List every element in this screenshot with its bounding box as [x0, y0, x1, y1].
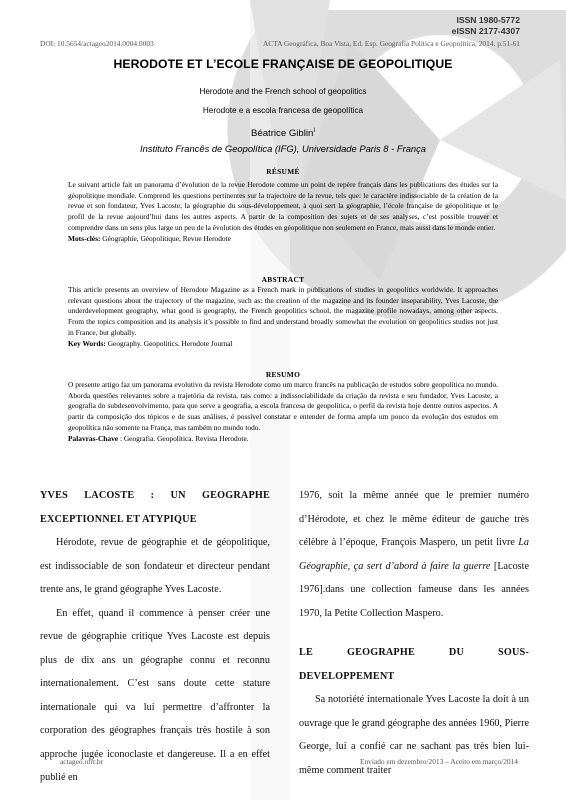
- section-heading-line2: DEVELOPPEMENT: [299, 670, 395, 682]
- resumo-keywords-value: : Geografia. Geopolítica. Revista Herodote.: [118, 433, 249, 443]
- book-title: La Géographie, ça sert d’abord à faire la guerre: [299, 537, 529, 572]
- journal-reference: ACTA Geográfica, Boa Vista, Ed. Esp. Geografia Política e Geopolítica, 2014. p.51-61: [262, 39, 520, 48]
- paragraph: [299, 484, 529, 625]
- section-heading-line2: EXCEPTIONNEL ET ATYPIQUE: [40, 513, 197, 525]
- section-heading-line1: YVES LACOSTE : UN GEOGRAPHE: [40, 490, 270, 501]
- issn: ISSN 1980-5772: [456, 15, 520, 25]
- author-affiliation: Instituto Francês de Geopolítica (IFG), Universidade Paris 8 - França: [139, 143, 427, 154]
- paragraph: Sa notoriété internationale Yves Lacoste la doit à un ouvrage que le grand géographe des années 1960, Pierre George, lui a confié car ne sachant pas très bien lui-même comment traiter: [299, 694, 529, 776]
- issn-block: [452, 15, 520, 37]
- eissn: eISSN 2177-4307: [451, 26, 520, 36]
- resumo-heading: RESUMO: [265, 370, 301, 379]
- article-title: HERODOTE ET L’ECOLE FRANÇAISE DE GEOPOLITIQUE: [113, 57, 453, 71]
- resume-keywords: [68, 234, 498, 245]
- author-footnote-mark[interactable]: I: [313, 128, 316, 134]
- resumo-text: O presente artigo faz um panorama evolutivo da revista Herodote como um marco francês na publicação de estudos sobre geopolítica no mundo. Aborda questões relevantes sobre a trajetória da revista, tais como: a indissociabilidade da criação da revista e seu fundador, Yves Lacoste, a geografia do subdesenvolvimento, para que serve a geografia, a escola francesa de geopolítica, o perfil da revista hoje dentre outros aspectos. A partir da composição dos tópicos e de suas análises, é possível constatar e entender de forma ampla um pouco da evolução dos estudos em geopolítica não somente na França, mas também no mundo todo.: [68, 380, 498, 432]
- abstract-keywords-label: Key Words:: [68, 338, 106, 348]
- paragraph: Hérodote, revue de géographie et de géopolitique, est indissociable de son fondateur et directeur pendant trente ans, le grand géographe Yves Lacoste.: [40, 537, 270, 595]
- resume-keywords-value: Géographie, Géopolitique, Revue Herodote: [100, 233, 231, 243]
- footer-site-link[interactable]: actageo.ufrr.br: [60, 757, 104, 766]
- right-column: [299, 484, 529, 782]
- resumo-keywords-label: Palavras-Chave: [68, 433, 119, 443]
- resumo-block: [68, 380, 498, 444]
- footer-dates: Enviado em dezembro/2013 – Aceito em março/2014: [359, 757, 518, 766]
- resume-keywords-label: Mots-clés:: [68, 233, 101, 243]
- resumo-keywords: [68, 434, 498, 445]
- subtitle-english: Herodote and the French school of geopolitics: [199, 87, 367, 96]
- abstract-text: This article presents an overview of Herodote Magazine as a French mark in publications of studies in geopolitics worldwide. It approaches relevant questions about the trajectory of the magazine, such as: the creation of the magazine and its founder inseparability, Yves Lacoste, the underdevelopment geography, what good is geography, the French geopolitics school, the magazine profile nowadays, among other aspects. From the topics composition and its analysis it’s possible to find and understand broadly somewhat the evolution on geopolitics studies not just in France, but globally.: [68, 285, 498, 337]
- paragraph-text: 1976, soit la même année que le premier numéro d’Hérodote, et chez le même éditeur de gauche très célèbre à l’époque, François Maspero, un petit livre: [299, 490, 529, 548]
- abstract-keywords-value: Geography. Geopolitics. Herodote Journal: [105, 338, 233, 348]
- left-column: [40, 484, 270, 790]
- abstract-keywords: [68, 339, 498, 350]
- resume-block: [68, 180, 498, 244]
- spacer: [299, 625, 529, 641]
- resume-text: Le suivant article fait un panorama d’évolution de la revue Herodote comme un point de repère français dans les publications des études sur la géopolitique mondiale. Comprend les questions pertinentes sur la trajectoire de la revue, tels que: le caractère indissociable de la création de la revue et son fondateur, Yves Lacoste, la géographie du sous-développement, à quoi sert la géographie, l’école française de géopolitique et le profil de la revue aujourd’hui dans les autres aspects. A partir de la composition des sujets et de ses analyses, c’est possible trouver et comprendre dans un sens plus large un peu de la évolution des études en géopolitique non seulement en France, mais aussi dans le monde entier.: [68, 180, 498, 232]
- doi-link[interactable]: DOI: 10.5654/actageo2014.0004.0003: [40, 39, 154, 48]
- abstract-heading: ABSTRACT: [261, 275, 305, 284]
- resume-heading: RÉSUMÉ: [266, 167, 300, 176]
- subtitle-portuguese: Herodote e a escola francesa de geopolítica: [202, 106, 364, 115]
- paragraph: En effet, quand il commence à penser créer une revue de géographie critique Yves Lacoste est depuis plus de dix ans un géographe connu et reconnu internationalement. C’est sans doute cette stature internationale qui va lui permettre d’affronter la corporation des géographes français très hostile à son approche jugée iconoclaste et dangereuse. Il a en effet publié en: [40, 607, 270, 783]
- paragraph-text: [Lacoste 1976].dans une collection fameuse dans les années 1970, la Petite Collection Maspero.: [299, 560, 530, 619]
- abstract-block: [68, 285, 498, 349]
- author-text: Béatrice Giblin: [250, 128, 314, 140]
- author-name: [0, 128, 566, 139]
- section-heading-line1: LE GEOGRAPHE DU SOUS-: [299, 647, 529, 658]
